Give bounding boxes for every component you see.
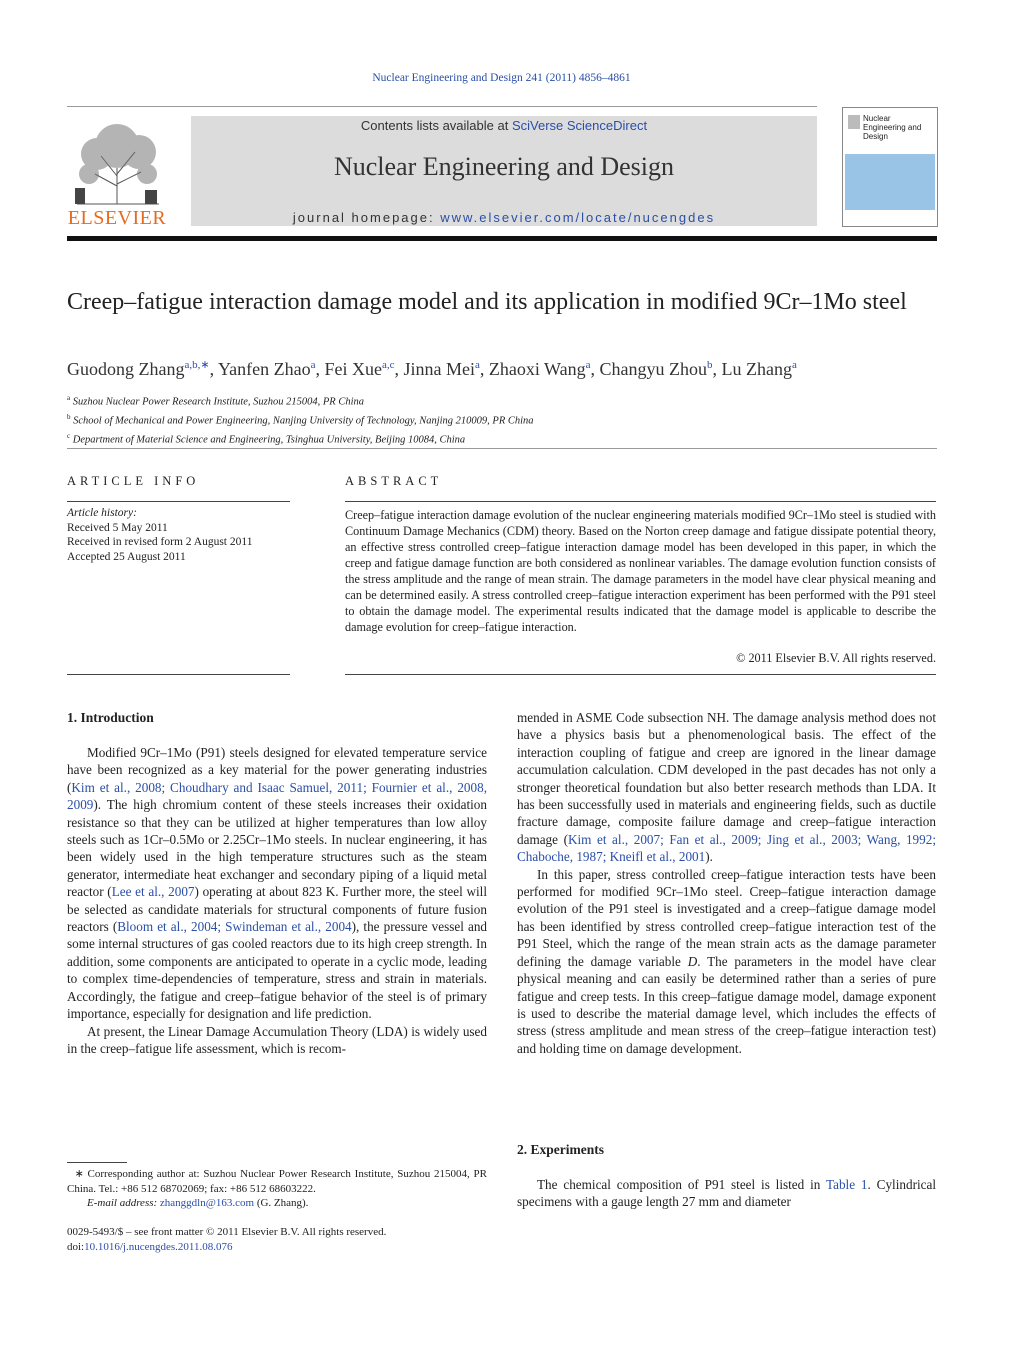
experiments-body bbox=[517, 1176, 936, 1211]
accepted-date: Accepted 25 August 2011 bbox=[67, 550, 186, 563]
contents-line bbox=[191, 118, 817, 133]
text-run: mended in ASME Code subsection NH. The damage analysis method does not have a physics basis but a phenomenological basis. The effect of the interaction coupling of fatigue and creep are ignored in the linear damage accumulation calculation. CDM developed in the past decades has not only a stronger theoretical foundation but also better research methods than LDA. It has been successfully used in materials and engineering fields, such as ductile fracture damage, composite failure damage and creep–fatigue interaction damage ( bbox=[517, 710, 936, 847]
cover-art bbox=[845, 154, 935, 210]
article-info-heading: ARTICLE INFO bbox=[67, 474, 200, 488]
cover-logo-icon bbox=[847, 114, 861, 130]
abstract-bottom-rule bbox=[345, 674, 936, 675]
doi-line bbox=[67, 1240, 487, 1255]
intro-paragraph-3 bbox=[517, 709, 936, 866]
section-divider bbox=[67, 448, 937, 449]
author-affiliation-mark[interactable]: b bbox=[706, 359, 713, 371]
author-affiliation-mark[interactable]: a,b,∗ bbox=[184, 359, 210, 371]
footnote-email-line bbox=[67, 1196, 487, 1211]
footnote-line bbox=[67, 1167, 487, 1196]
journal-cover-thumbnail[interactable] bbox=[842, 107, 938, 227]
affiliation-text: Department of Material Science and Engineering, Tsinghua University, Beijing 10084, China bbox=[72, 434, 466, 446]
author-affiliation-mark[interactable]: a,c bbox=[381, 359, 395, 371]
author-name[interactable]: Changyu Zhou bbox=[599, 359, 707, 379]
received-date: Received 5 May 2011 bbox=[67, 521, 168, 534]
section-heading-introduction: 1. Introduction bbox=[67, 710, 154, 725]
front-matter bbox=[67, 1225, 487, 1255]
elsevier-wordmark: ELSEVIER bbox=[67, 207, 167, 229]
right-column bbox=[517, 709, 936, 1057]
abstract-copyright: © 2011 Elsevier B.V. All rights reserved. bbox=[736, 651, 936, 665]
text-run: ), the pressure vessel and some internal structures of gas cooled reactors due to its high creep strength. In addition, some components are anticipated to operate in a cyclic mode, leading to complex time-dependencies of temperature, stress and strain in materials. Accordingly, the fatigue and creep–fatigue behavior of the steel is of primary importance, especially for designation and life prediction. bbox=[67, 919, 488, 1022]
intro-paragraph-4 bbox=[517, 866, 936, 1057]
article-info-rule bbox=[67, 501, 290, 502]
homepage-link[interactable]: www.elsevier.com/locate/nucengdes bbox=[440, 210, 716, 225]
affiliations bbox=[67, 391, 937, 448]
text-run: . The parameters in the model have clear physical meaning and can easily be determined rather than a series of pure fatigue and creep tests. In this creep–fatigue damage model, damage exponent is used to describe the material damage level, which includes the effects of stress (stress amplitude and mean stress of the creep–fatigue interaction test) and holding time on damage development. bbox=[517, 953, 937, 1056]
text-run: . Cylindrical specimens with a gauge length 27 mm and diameter bbox=[517, 1177, 936, 1210]
header-rule bbox=[67, 106, 817, 107]
header-thick-rule bbox=[67, 236, 937, 241]
doi-link[interactable]: 10.1016/j.nucengdes.2011.08.076 bbox=[84, 1241, 233, 1253]
text-run: Modified 9Cr–1Mo (P91) steels designed for elevated temperature service have been recognized as a key material for the power generating industries ( bbox=[67, 745, 487, 795]
article-title: Creep–fatigue interaction damage model and its application in modified 9Cr–1Mo steel bbox=[67, 289, 907, 315]
footnote-text: Corresponding author at: Suzhou Nuclear Power Research Institute, Suzhou 215004, PR China. Tel.: +86 512 68702069; fax: +86 512 68603222. bbox=[67, 1168, 488, 1195]
affiliation-mark: a bbox=[67, 394, 71, 402]
intro-paragraph-1 bbox=[67, 744, 487, 1023]
cover-header bbox=[843, 108, 937, 153]
author-name[interactable]: Lu Zhang bbox=[721, 359, 792, 379]
journal-citation[interactable]: Nuclear Engineering and Design 241 (2011) 4856–4861 bbox=[372, 72, 631, 84]
affiliation-text: School of Mechanical and Power Engineering, Nanjing University of Technology, Nanjing 210009, PR China bbox=[73, 415, 534, 427]
author-list: Guodong Zhang$^{a,b,∗}$, Yanfen Zhao$^a$, Fei Xue$^{a,c}$, Jinna Mei$^a$, Zhaoxi Wang$^a$, Changyu Zhou$^b$, Lu Zhang$^a$ bbox=[67, 359, 797, 379]
revised-date: Received in revised form 2 August 2011 bbox=[67, 536, 253, 548]
cover-title: Nuclear Engineering and Design bbox=[863, 114, 922, 141]
abstract-text: Creep–fatigue interaction damage evolution of the nuclear engineering materials modified 9Cr–1Mo steel is studied with Continuum Damage Mechanics (CDM) theory. Based on the Norton creep damage and fatigue dissipate potential theory, an effective stress controlled creep–fatigue interaction damage model has been developed in this paper, in which the creep and fatigue damage function are both considered as nonlinear variables. The damage evolution function consists of the stress amplitude and the range of mean strain. The damage parameters in the model have clear physical meaning and can be determined easily. A stress controlled creep–fatigue interaction experiment has been performed with the P91 steel to obtain the damage model. The experimental results indicated that the damage model is applicable to describe the damage evolution for creep–fatigue interaction. bbox=[345, 508, 936, 634]
author-name[interactable]: Jinna Mei bbox=[403, 359, 475, 379]
left-column bbox=[67, 744, 487, 1057]
author-name[interactable]: Yanfen Zhao bbox=[217, 359, 311, 379]
abstract-heading: ABSTRACT bbox=[345, 474, 443, 488]
email-suffix: (G. Zhang). bbox=[254, 1197, 309, 1209]
text-run: In this paper, stress controlled creep–fatigue interaction tests have been performed for modified 9Cr–1Mo steel. Creep–fatigue interaction damage evolution of the P91 steel is investigated and a creep–fatigue damage model has been identified by stress controlled creep–fatigue interaction test of the P91 Steel, which the range of the mean strain acts as the damage parameter defining the damage variable bbox=[517, 866, 936, 969]
author-name[interactable]: Guodong Zhang bbox=[67, 359, 185, 379]
affiliation-mark: b bbox=[67, 413, 71, 421]
citation-link[interactable]: Lee et al., 2007 bbox=[111, 884, 195, 900]
contents-prefix: Contents lists available at bbox=[360, 118, 512, 133]
text-run: ). The high chromium content of these steels increases their oxidation resistance so that they can be utilized at higher temperatures than low alloy steels such as 1Cr–0.5Mo or 2.25Cr–1Mo steels. In nuclear engineering, it has been widely used in the high temperature structures such as the steam generator, intermediate heat exchanger and secondary piping of a liquid metal reactor ( bbox=[67, 797, 487, 900]
variable-d: D bbox=[687, 953, 698, 969]
journal-banner bbox=[191, 116, 817, 226]
cover-footer bbox=[845, 212, 935, 224]
table-link[interactable]: Table 1 bbox=[825, 1177, 868, 1192]
citation-link[interactable]: Bloom et al., 2004; Swindeman et al., 2004 bbox=[117, 919, 352, 935]
experiments-paragraph-1 bbox=[517, 1176, 936, 1211]
article-history bbox=[67, 506, 290, 564]
affiliation-mark: c bbox=[67, 432, 71, 440]
email-label: E-mail address: bbox=[87, 1197, 160, 1209]
intro-paragraph-2: At present, the Linear Damage Accumulation Theory (LDA) is widely used in the creep–fatigue life assessment, which is recom- bbox=[67, 1023, 487, 1056]
affiliation-item bbox=[67, 391, 937, 410]
author-affiliation-mark[interactable]: a bbox=[475, 359, 480, 371]
homepage-prefix: journal homepage: bbox=[292, 210, 441, 225]
doi-prefix: doi: bbox=[67, 1241, 85, 1253]
history-label: Article history: bbox=[67, 507, 137, 519]
author-name[interactable]: Fei Xue bbox=[324, 359, 382, 379]
article-info-bottom-rule bbox=[67, 674, 290, 675]
issn-line: 0029-5493/$ – see front matter © 2011 Elsevier B.V. All rights reserved. bbox=[67, 1226, 387, 1238]
text-run: ). bbox=[705, 849, 713, 865]
email-link[interactable]: zhanggdln@163.com bbox=[159, 1197, 255, 1209]
footnote-rule bbox=[67, 1162, 127, 1163]
author-affiliation-mark[interactable]: a bbox=[585, 359, 591, 371]
author-name[interactable]: Zhaoxi Wang bbox=[488, 359, 586, 379]
affiliation-item bbox=[67, 429, 937, 448]
affiliation-text: Suzhou Nuclear Power Research Institute, Suzhou 215004, PR China bbox=[72, 396, 364, 408]
journal-title: Nuclear Engineering and Design bbox=[333, 152, 675, 181]
affiliation-item bbox=[67, 410, 937, 429]
corresponding-author-footnote bbox=[67, 1167, 487, 1211]
section-heading-experiments: 2. Experiments bbox=[517, 1142, 604, 1157]
abstract-rule bbox=[345, 501, 936, 502]
journal-homepage bbox=[191, 210, 817, 225]
sciencedirect-link[interactable]: SciVerse ScienceDirect bbox=[511, 118, 648, 133]
text-run: The chemical composition of P91 steel is listed in bbox=[537, 1177, 826, 1192]
author-affiliation-mark[interactable]: a bbox=[310, 359, 316, 371]
author-affiliation-mark[interactable]: a bbox=[791, 359, 797, 371]
footnote-star: ∗ bbox=[74, 1168, 84, 1180]
text-run: ) operating at about 823 K. Further more, the steel will be selected as candidate materials for structural components of future fusion reactors ( bbox=[67, 884, 487, 935]
citation-link[interactable]: Kim et al., 2008; Choudhary and Isaac Samuel, 2011; Fournier et al., 2008, 2009 bbox=[67, 779, 487, 813]
citation-link[interactable]: Kim et al., 2007; Fan et al., 2009; Jing et al., 2003; Wang, 1992; Chaboche, 1987; Kneifl et al., 2001 bbox=[517, 831, 936, 865]
